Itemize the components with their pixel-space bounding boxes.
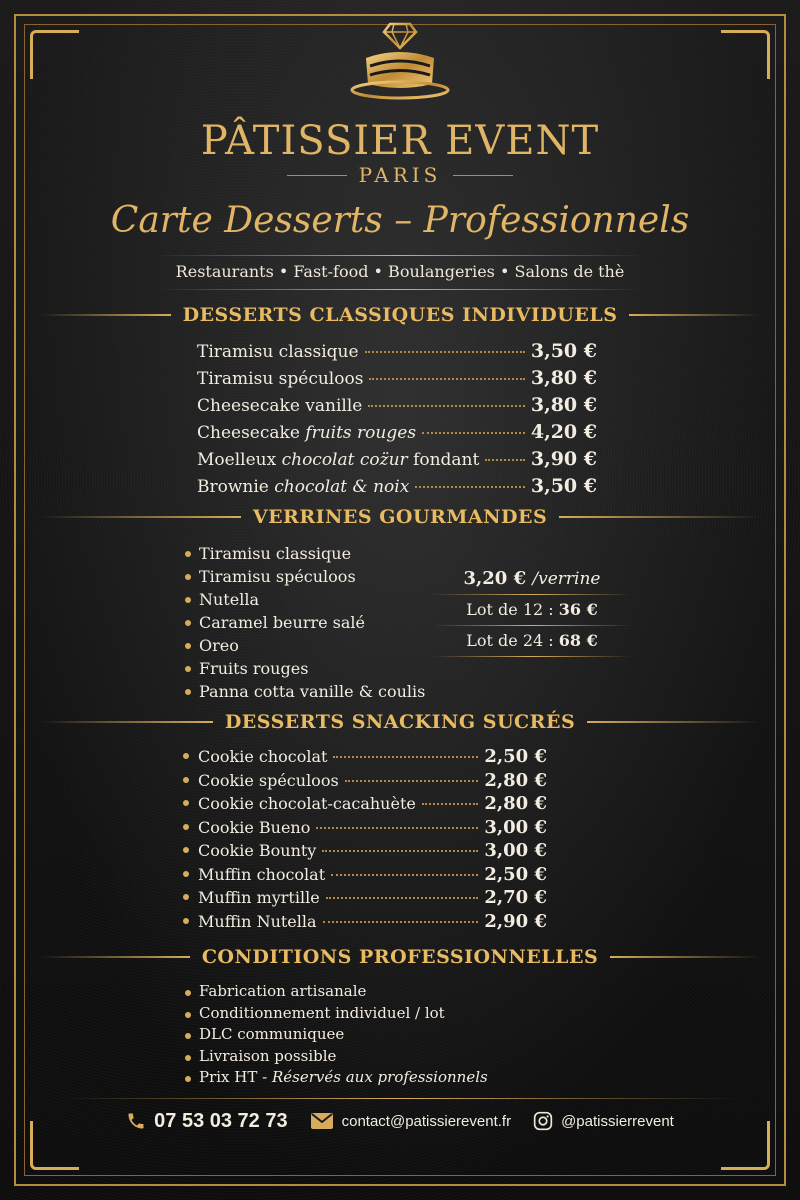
section-title: VERRINES GOURMANDES xyxy=(252,506,548,528)
menu-item xyxy=(197,367,597,393)
divider xyxy=(40,721,213,723)
item-name: Cheesecake vanille xyxy=(197,396,363,416)
item-price: 2,50 € xyxy=(484,746,547,767)
contact-footer xyxy=(0,1106,800,1136)
menu-item xyxy=(197,421,597,447)
dot-leader xyxy=(316,827,478,829)
menu-item xyxy=(183,840,547,864)
divider xyxy=(40,516,241,518)
divider xyxy=(610,956,760,958)
menu-item xyxy=(183,793,547,817)
item-name-main: Brownie xyxy=(197,477,269,497)
list-item: Conditionnement individuel / lot xyxy=(183,1003,488,1025)
corner-ornament xyxy=(721,30,770,79)
condition-italic: Réservés aux professionnels xyxy=(271,1068,488,1086)
item-name: Cookie chocolat-cacahuète xyxy=(198,794,416,813)
list-item: Tiramisu spéculoos xyxy=(183,565,425,588)
item-price: 2,80 € xyxy=(484,793,547,814)
item-name: Tiramisu classique xyxy=(197,342,359,362)
menu-item xyxy=(197,394,597,420)
unit-label: /verrine xyxy=(532,569,601,589)
item-price: 3,80 € xyxy=(530,367,597,389)
menu-item xyxy=(183,770,547,794)
item-name: Cookie Bueno xyxy=(198,817,311,837)
item-name xyxy=(197,477,409,497)
condition-prefix: Prix HT - xyxy=(199,1068,272,1086)
divider xyxy=(587,721,760,723)
item-price: 2,90 € xyxy=(484,910,547,932)
dot-leader xyxy=(365,351,525,353)
brand-name: PÂTISSIER EVENT xyxy=(200,118,600,164)
section-header-verrines xyxy=(40,506,760,528)
item-name-main: Moelleux xyxy=(197,450,277,470)
phone-icon xyxy=(126,1111,146,1131)
list-item: Fabrication artisanale xyxy=(183,981,488,1003)
item-price: 3,50 € xyxy=(530,340,597,362)
item-price: 3,00 € xyxy=(484,840,547,861)
instagram-handle: @patissierrevent xyxy=(561,1112,674,1130)
item-name-end: fondant xyxy=(413,450,480,470)
list-item xyxy=(183,1067,488,1089)
dot-leader xyxy=(368,405,525,407)
section-title: DESSERTS CLASSIQUES INDIVIDUELS xyxy=(182,304,618,326)
item-name-main: Cheesecake xyxy=(197,423,300,443)
dot-leader xyxy=(485,459,525,461)
item-price: 2,70 € xyxy=(484,887,547,908)
brand-subtitle xyxy=(0,163,800,187)
item-price: 3,90 € xyxy=(530,448,597,470)
instagram-icon xyxy=(533,1111,553,1131)
menu-item xyxy=(183,911,547,935)
menu-item xyxy=(197,475,597,501)
tagline: Restaurants • Fast-food • Boulangeries • Salons de thè xyxy=(175,262,625,281)
menu-item xyxy=(183,887,547,911)
lot-12 xyxy=(432,595,632,625)
item-price: 2,80 € xyxy=(484,769,547,791)
instagram-contact[interactable] xyxy=(533,1111,674,1131)
menu-item xyxy=(197,340,597,366)
section-header-classiques xyxy=(40,304,760,326)
list-item: Livraison possible xyxy=(183,1046,488,1068)
item-name: Muffin chocolat xyxy=(198,864,326,884)
dot-leader xyxy=(422,803,479,805)
dot-leader xyxy=(322,850,478,852)
verrine-pricing xyxy=(432,568,632,657)
item-name: Muffin myrtille xyxy=(198,888,320,907)
divider xyxy=(40,314,171,316)
envelope-icon xyxy=(310,1112,334,1130)
verrines-list xyxy=(183,542,425,703)
dot-leader xyxy=(333,756,478,758)
item-name-detail: chocolat coz̈ur xyxy=(281,450,408,470)
dot-leader xyxy=(326,897,479,899)
menu-item xyxy=(183,817,547,841)
item-price: 4,20 € xyxy=(530,421,597,443)
email-contact[interactable] xyxy=(310,1112,511,1130)
section-header-conditions xyxy=(40,946,760,968)
dot-leader xyxy=(331,874,478,876)
menu-item xyxy=(197,448,597,474)
section-header-snacking xyxy=(40,711,760,733)
section-title: DESSERTS SNACKING SUCRÉS xyxy=(224,711,576,733)
item-price: 3,00 € xyxy=(484,816,547,838)
list-item: Panna cotta vanille & coulis xyxy=(183,680,425,703)
divider xyxy=(287,175,347,176)
item-price: 2,50 € xyxy=(484,863,547,885)
divider xyxy=(629,314,760,316)
item-name-detail: chocolat & noix xyxy=(274,477,410,497)
divider xyxy=(40,956,190,958)
divider xyxy=(559,516,760,518)
item-name: Muffin Nutella xyxy=(198,911,317,931)
divider xyxy=(432,656,632,657)
item-name: Cookie Bounty xyxy=(198,841,317,860)
item-name: Cookie chocolat xyxy=(198,747,328,766)
dot-leader xyxy=(345,780,479,782)
menu-title: Carte Desserts – Professionnels xyxy=(110,200,690,241)
list-item: Oreo xyxy=(183,634,425,657)
divider xyxy=(453,175,513,176)
lot-label: Lot de 12 : xyxy=(466,600,554,619)
dot-leader xyxy=(415,486,525,488)
divider xyxy=(155,255,645,256)
phone-contact[interactable] xyxy=(126,1110,287,1133)
item-price: 3,80 € xyxy=(530,394,597,416)
list-item: Tiramisu classique xyxy=(183,542,425,565)
menu-item xyxy=(183,746,547,770)
lot-label: Lot de 24 : xyxy=(466,631,554,650)
item-price: 3,50 € xyxy=(530,475,597,497)
phone-number: 07 53 03 72 73 xyxy=(154,1109,288,1132)
corner-ornament xyxy=(30,30,79,79)
section-title: CONDITIONS PROFESSIONNELLES xyxy=(201,946,599,968)
list-item: Nutella xyxy=(183,588,425,611)
lot-24 xyxy=(432,626,632,656)
brand-city: PARIS xyxy=(358,163,442,187)
dot-leader xyxy=(369,378,524,380)
lot-price: 68 € xyxy=(558,631,598,650)
item-name: Tiramisu spéculoos xyxy=(197,369,364,389)
list-item: DLC communiquee xyxy=(183,1024,488,1046)
item-name xyxy=(197,423,416,443)
item-name xyxy=(197,450,479,470)
verrine-unit-price xyxy=(432,568,632,594)
divider xyxy=(60,1098,740,1099)
unit-price: 3,20 € xyxy=(463,568,527,589)
item-name-detail: fruits rouges xyxy=(305,423,417,443)
divider xyxy=(155,289,645,290)
cake-logo-icon xyxy=(340,18,460,108)
lot-price: 36 € xyxy=(558,600,598,619)
dot-leader xyxy=(422,432,525,434)
dot-leader xyxy=(323,921,479,923)
email-address: contact@patissierevent.fr xyxy=(341,1112,512,1130)
conditions-list xyxy=(183,981,488,1089)
item-name: Cookie spéculoos xyxy=(198,770,339,790)
list-item: Fruits rouges xyxy=(183,657,425,680)
menu-item xyxy=(183,864,547,888)
list-item: Caramel beurre salé xyxy=(183,611,425,634)
